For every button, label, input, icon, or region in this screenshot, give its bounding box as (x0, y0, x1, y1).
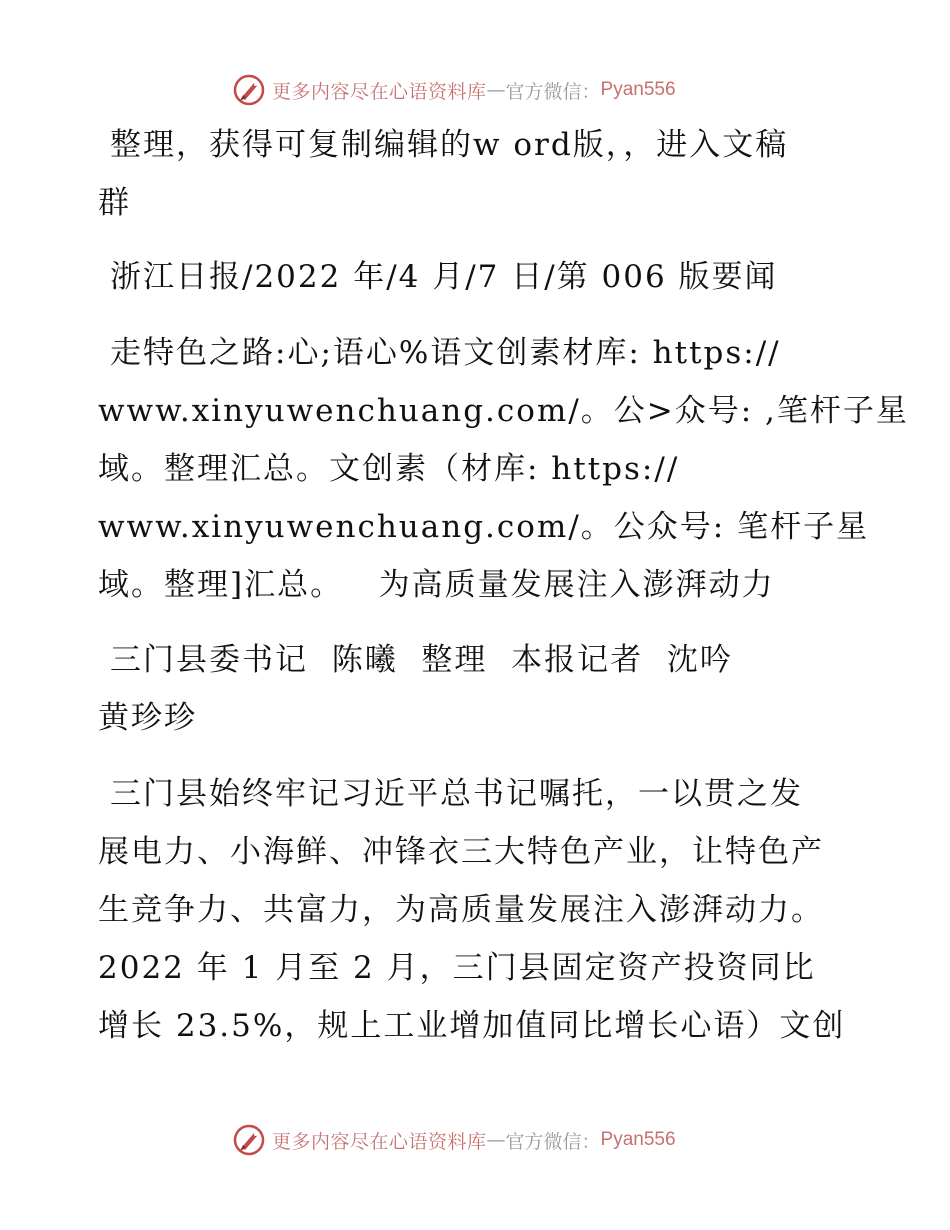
text-line: 整理，获得可复制编辑的w ord版，，进入文稿 (110, 127, 789, 163)
watermark-text: 更多内容尽在心语资料库 (272, 1130, 487, 1153)
paragraph-body (98, 765, 858, 1055)
paragraph-source (98, 248, 858, 306)
watermark-text: 更多内容尽在心语资料库 (272, 80, 487, 103)
text-line: 三门县始终牢记习近平总书记嘱托，一以贯之发 (110, 776, 803, 812)
text-line: 群 (98, 185, 131, 221)
text-line: 浙江日报/2022 年/4 月/7 日/第 006 版要闻 (110, 259, 778, 295)
pen-nib-logo-icon (232, 1123, 266, 1157)
footer-watermark (232, 1122, 676, 1158)
text-line: www.xinyuwenchuang.com/。公>众号: ,笔杆子星 (98, 393, 909, 429)
watermark-separator: — (486, 1129, 506, 1151)
watermark-contact-label: 官方微信： (505, 80, 601, 103)
text-line: 走特色之路:心;语心%语文创素材库: https:// (110, 335, 781, 371)
paragraph-title (98, 324, 909, 614)
watermark-contact-label: 官方微信： (505, 1130, 601, 1153)
text-line: 三门县委书记 陈曦 整理 本报记者 沈吟 (110, 642, 733, 678)
text-line: 域。整理]汇总。 为高质量发展注入澎湃动力 (98, 567, 775, 603)
watermark-contact-id: Pyan556 (600, 1129, 676, 1150)
text-line: 域。整理汇总。文创素（材库: https:// (98, 451, 680, 487)
paragraph-intro (98, 116, 858, 232)
text-line: 增长 23.5%，规上工业增加值同比增长心语）文创 (98, 1008, 846, 1044)
text-line: 生竞争力、共富力，为高质量发展注入澎湃动力。 (98, 892, 824, 928)
header-watermark (232, 72, 676, 108)
watermark-contact-id: Pyan556 (600, 79, 676, 100)
watermark-separator: — (486, 79, 506, 101)
text-line: 黄珍珍 (98, 700, 197, 736)
pen-nib-logo-icon (232, 73, 266, 107)
text-line: 2022 年 1 月至 2 月，三门县固定资产投资同比 (98, 950, 816, 986)
paragraph-byline (98, 631, 858, 747)
text-line: www.xinyuwenchuang.com/。公众号: 笔杆子星 (98, 509, 870, 545)
text-line: 展电力、小海鲜、冲锋衣三大特色产业，让特色产 (98, 834, 824, 870)
